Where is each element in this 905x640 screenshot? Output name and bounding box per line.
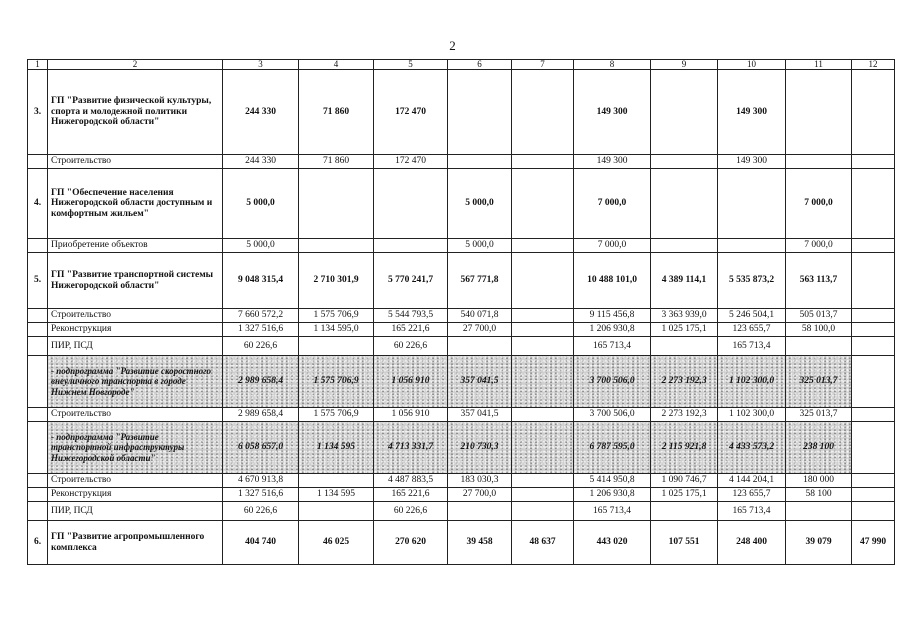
program-row [28, 70, 895, 155]
value-cell-col-4: 1 575 706,9 [299, 408, 374, 422]
value-cell-col-5: 60 226,6 [374, 337, 448, 356]
row-index-cell [28, 337, 48, 356]
item-row [28, 309, 895, 323]
value-cell-col-8: 10 488 101,0 [574, 253, 651, 309]
value-cell-col-8: 3 700 506,0 [574, 408, 651, 422]
value-cell-col-10: 165 713,4 [718, 502, 786, 521]
row-index-cell [28, 474, 48, 488]
value-cell-col-11: 7 000,0 [786, 239, 852, 253]
value-cell-col-6: 27 700,0 [448, 488, 512, 502]
value-cell-col-3: 60 226,6 [223, 502, 299, 521]
value-cell-col-4 [299, 239, 374, 253]
value-cell-col-8: 9 115 456,8 [574, 309, 651, 323]
row-label-cell: Реконструкция [48, 323, 223, 337]
value-cell-col-3: 9 048 315,4 [223, 253, 299, 309]
value-cell-col-4: 46 025 [299, 521, 374, 565]
value-cell-col-10: 4 144 204,1 [718, 474, 786, 488]
value-cell-col-11: 238 100 [786, 422, 852, 474]
value-cell-col-7: 48 637 [512, 521, 574, 565]
value-cell-col-3: 244 330 [223, 155, 299, 169]
row-index-cell: 5. [28, 253, 48, 309]
value-cell-col-3: 5 000,0 [223, 169, 299, 239]
value-cell-col-5: 4 487 883,5 [374, 474, 448, 488]
column-number-3: 3 [223, 60, 299, 70]
value-cell-col-8: 149 300 [574, 70, 651, 155]
page-number: 2 [449, 38, 456, 53]
row-label-cell: - подпрограмма "Развитие транспортной инфраструктуры Нижегородской области" [48, 422, 223, 474]
row-label-cell: ГП "Развитие агропромышленного комплекса [48, 521, 223, 565]
program-row [28, 169, 895, 239]
value-cell-col-10 [718, 239, 786, 253]
value-cell-col-11: 58 100,0 [786, 323, 852, 337]
value-cell-col-5 [374, 169, 448, 239]
value-cell-col-8: 3 700 506,0 [574, 356, 651, 408]
value-cell-col-4 [299, 474, 374, 488]
value-cell-col-7 [512, 253, 574, 309]
item-row [28, 502, 895, 521]
row-index-cell [28, 422, 48, 474]
subprogram-row [28, 422, 895, 474]
column-number-11: 11 [786, 60, 852, 70]
value-cell-col-12 [852, 356, 895, 408]
value-cell-col-11: 325 013,7 [786, 356, 852, 408]
value-cell-col-5: 1 056 910 [374, 356, 448, 408]
value-cell-col-10: 5 246 504,1 [718, 309, 786, 323]
value-cell-col-10 [718, 169, 786, 239]
value-cell-col-4: 71 860 [299, 70, 374, 155]
value-cell-col-11 [786, 70, 852, 155]
value-cell-col-5 [374, 239, 448, 253]
row-label-cell: Строительство [48, 408, 223, 422]
value-cell-col-12 [852, 169, 895, 239]
row-label-cell: ГП "Развитие физической культуры, спорта и молодежной политики Нижегородской области" [48, 70, 223, 155]
value-cell-col-4 [299, 502, 374, 521]
column-number-row [28, 60, 895, 70]
value-cell-col-9: 1 025 175,1 [651, 488, 718, 502]
value-cell-col-8: 6 787 595,0 [574, 422, 651, 474]
value-cell-col-8: 443 020 [574, 521, 651, 565]
value-cell-col-12 [852, 488, 895, 502]
value-cell-col-5: 172 470 [374, 70, 448, 155]
value-cell-col-5: 5 770 241,7 [374, 253, 448, 309]
value-cell-col-3: 1 327 516,6 [223, 323, 299, 337]
value-cell-col-8: 7 000,0 [574, 239, 651, 253]
value-cell-col-6 [448, 337, 512, 356]
value-cell-col-3: 2 989 658,4 [223, 356, 299, 408]
value-cell-col-3: 2 989 658,4 [223, 408, 299, 422]
value-cell-col-12 [852, 337, 895, 356]
value-cell-col-6: 5 000,0 [448, 239, 512, 253]
value-cell-col-3: 6 058 657,0 [223, 422, 299, 474]
value-cell-col-6: 357 041,5 [448, 356, 512, 408]
value-cell-col-3: 1 327 516,6 [223, 488, 299, 502]
value-cell-col-9 [651, 239, 718, 253]
value-cell-col-8: 7 000,0 [574, 169, 651, 239]
row-label-cell: ГП "Развитие транспортной системы Нижегородской области" [48, 253, 223, 309]
item-row [28, 474, 895, 488]
value-cell-col-3: 4 670 913,8 [223, 474, 299, 488]
value-cell-col-11: 563 113,7 [786, 253, 852, 309]
value-cell-col-9 [651, 70, 718, 155]
value-cell-col-9 [651, 155, 718, 169]
value-cell-col-6: 5 000,0 [448, 169, 512, 239]
item-row [28, 408, 895, 422]
value-cell-col-3: 244 330 [223, 70, 299, 155]
row-index-cell [28, 155, 48, 169]
value-cell-col-9: 107 551 [651, 521, 718, 565]
value-cell-col-11: 39 079 [786, 521, 852, 565]
value-cell-col-8: 165 713,4 [574, 502, 651, 521]
value-cell-col-9 [651, 502, 718, 521]
row-label-cell: ГП "Обеспечение населения Нижегородской области доступным и комфортным жильем" [48, 169, 223, 239]
value-cell-col-6: 540 071,8 [448, 309, 512, 323]
column-number-2: 2 [48, 60, 223, 70]
value-cell-col-11: 7 000,0 [786, 169, 852, 239]
row-index-cell [28, 502, 48, 521]
value-cell-col-5: 5 544 793,5 [374, 309, 448, 323]
row-index-cell: 4. [28, 169, 48, 239]
value-cell-col-8: 165 713,4 [574, 337, 651, 356]
value-cell-col-7 [512, 502, 574, 521]
value-cell-col-5: 4 713 331,7 [374, 422, 448, 474]
value-cell-col-5: 270 620 [374, 521, 448, 565]
item-row [28, 337, 895, 356]
row-label-cell: - подпрограмма "Развитие скоростного внеуличного транспорта в городе Нижнем Новгороде" [48, 356, 223, 408]
value-cell-col-12 [852, 253, 895, 309]
value-cell-col-4: 1 134 595 [299, 488, 374, 502]
value-cell-col-7 [512, 155, 574, 169]
row-index-cell: 6. [28, 521, 48, 565]
value-cell-col-10: 149 300 [718, 70, 786, 155]
value-cell-col-9: 3 363 939,0 [651, 309, 718, 323]
value-cell-col-11 [786, 337, 852, 356]
value-cell-col-3: 5 000,0 [223, 239, 299, 253]
row-label-cell: ПИР, ПСД [48, 502, 223, 521]
value-cell-col-5: 165 221,6 [374, 488, 448, 502]
value-cell-col-6: 27 700,0 [448, 323, 512, 337]
column-number-6: 6 [448, 60, 512, 70]
value-cell-col-6 [448, 155, 512, 169]
column-number-10: 10 [718, 60, 786, 70]
value-cell-col-9: 1 090 746,7 [651, 474, 718, 488]
row-index-cell: 3. [28, 70, 48, 155]
row-index-cell [28, 309, 48, 323]
value-cell-col-12 [852, 70, 895, 155]
column-number-7: 7 [512, 60, 574, 70]
value-cell-col-10: 5 535 873,2 [718, 253, 786, 309]
row-label-cell: Приобретение объектов [48, 239, 223, 253]
item-row [28, 239, 895, 253]
row-label-cell: Реконструкция [48, 488, 223, 502]
value-cell-col-4: 2 710 301,9 [299, 253, 374, 309]
value-cell-col-7 [512, 169, 574, 239]
value-cell-col-11 [786, 502, 852, 521]
row-label-cell: Строительство [48, 474, 223, 488]
value-cell-col-12 [852, 408, 895, 422]
value-cell-col-7 [512, 474, 574, 488]
value-cell-col-6: 183 030,3 [448, 474, 512, 488]
column-number-4: 4 [299, 60, 374, 70]
value-cell-col-12 [852, 323, 895, 337]
value-cell-col-7 [512, 422, 574, 474]
value-cell-col-7 [512, 309, 574, 323]
item-row [28, 323, 895, 337]
value-cell-col-4: 71 860 [299, 155, 374, 169]
row-label-cell: Строительство [48, 309, 223, 323]
row-label-cell: Строительство [48, 155, 223, 169]
value-cell-col-3: 404 740 [223, 521, 299, 565]
subprogram-row [28, 356, 895, 408]
value-cell-col-12 [852, 422, 895, 474]
row-index-cell [28, 408, 48, 422]
value-cell-col-7 [512, 356, 574, 408]
value-cell-col-11: 180 000 [786, 474, 852, 488]
value-cell-col-9 [651, 169, 718, 239]
value-cell-col-9: 1 025 175,1 [651, 323, 718, 337]
value-cell-col-5: 165 221,6 [374, 323, 448, 337]
value-cell-col-5: 60 226,6 [374, 502, 448, 521]
row-index-cell [28, 239, 48, 253]
value-cell-col-6: 210 730,3 [448, 422, 512, 474]
value-cell-col-3: 60 226,6 [223, 337, 299, 356]
value-cell-col-10: 4 433 573,2 [718, 422, 786, 474]
value-cell-col-7 [512, 239, 574, 253]
column-number-5: 5 [374, 60, 448, 70]
value-cell-col-4: 1 134 595,0 [299, 323, 374, 337]
item-row [28, 488, 895, 502]
value-cell-col-7 [512, 70, 574, 155]
budget-table [27, 59, 895, 565]
value-cell-col-7 [512, 337, 574, 356]
value-cell-col-11: 505 013,7 [786, 309, 852, 323]
value-cell-col-9: 2 273 192,3 [651, 356, 718, 408]
column-number-12: 12 [852, 60, 895, 70]
value-cell-col-10: 1 102 300,0 [718, 408, 786, 422]
value-cell-col-9: 4 389 114,1 [651, 253, 718, 309]
value-cell-col-12 [852, 474, 895, 488]
column-number-8: 8 [574, 60, 651, 70]
value-cell-col-7 [512, 408, 574, 422]
value-cell-col-12: 47 990 [852, 521, 895, 565]
table-body [28, 60, 895, 565]
value-cell-col-5: 172 470 [374, 155, 448, 169]
value-cell-col-7 [512, 323, 574, 337]
value-cell-col-4: 1 134 595 [299, 422, 374, 474]
value-cell-col-12 [852, 239, 895, 253]
value-cell-col-4: 1 575 706,9 [299, 309, 374, 323]
value-cell-col-12 [852, 309, 895, 323]
value-cell-col-11: 325 013,7 [786, 408, 852, 422]
value-cell-col-5: 1 056 910 [374, 408, 448, 422]
value-cell-col-12 [852, 502, 895, 521]
value-cell-col-8: 1 206 930,8 [574, 323, 651, 337]
value-cell-col-6: 357 041,5 [448, 408, 512, 422]
value-cell-col-6: 567 771,8 [448, 253, 512, 309]
value-cell-col-9: 2 273 192,3 [651, 408, 718, 422]
value-cell-col-9 [651, 337, 718, 356]
value-cell-col-4 [299, 337, 374, 356]
value-cell-col-8: 1 206 930,8 [574, 488, 651, 502]
value-cell-col-11 [786, 155, 852, 169]
value-cell-col-4: 1 575 706,9 [299, 356, 374, 408]
row-label-cell: ПИР, ПСД [48, 337, 223, 356]
value-cell-col-10: 1 102 300,0 [718, 356, 786, 408]
row-index-cell [28, 356, 48, 408]
item-row [28, 155, 895, 169]
value-cell-col-4 [299, 169, 374, 239]
value-cell-col-6 [448, 502, 512, 521]
value-cell-col-3: 7 660 572,2 [223, 309, 299, 323]
value-cell-col-10: 123 655,7 [718, 488, 786, 502]
value-cell-col-6 [448, 70, 512, 155]
value-cell-col-10: 248 400 [718, 521, 786, 565]
value-cell-col-10: 123 655,7 [718, 323, 786, 337]
value-cell-col-10: 165 713,4 [718, 337, 786, 356]
value-cell-col-10: 149 300 [718, 155, 786, 169]
value-cell-col-8: 149 300 [574, 155, 651, 169]
column-number-9: 9 [651, 60, 718, 70]
value-cell-col-7 [512, 488, 574, 502]
column-number-1: 1 [28, 60, 48, 70]
value-cell-col-11: 58 100 [786, 488, 852, 502]
row-index-cell [28, 488, 48, 502]
row-index-cell [28, 323, 48, 337]
program-row [28, 521, 895, 565]
value-cell-col-12 [852, 155, 895, 169]
value-cell-col-6: 39 458 [448, 521, 512, 565]
value-cell-col-8: 5 414 950,8 [574, 474, 651, 488]
value-cell-col-9: 2 115 921,8 [651, 422, 718, 474]
program-row [28, 253, 895, 309]
